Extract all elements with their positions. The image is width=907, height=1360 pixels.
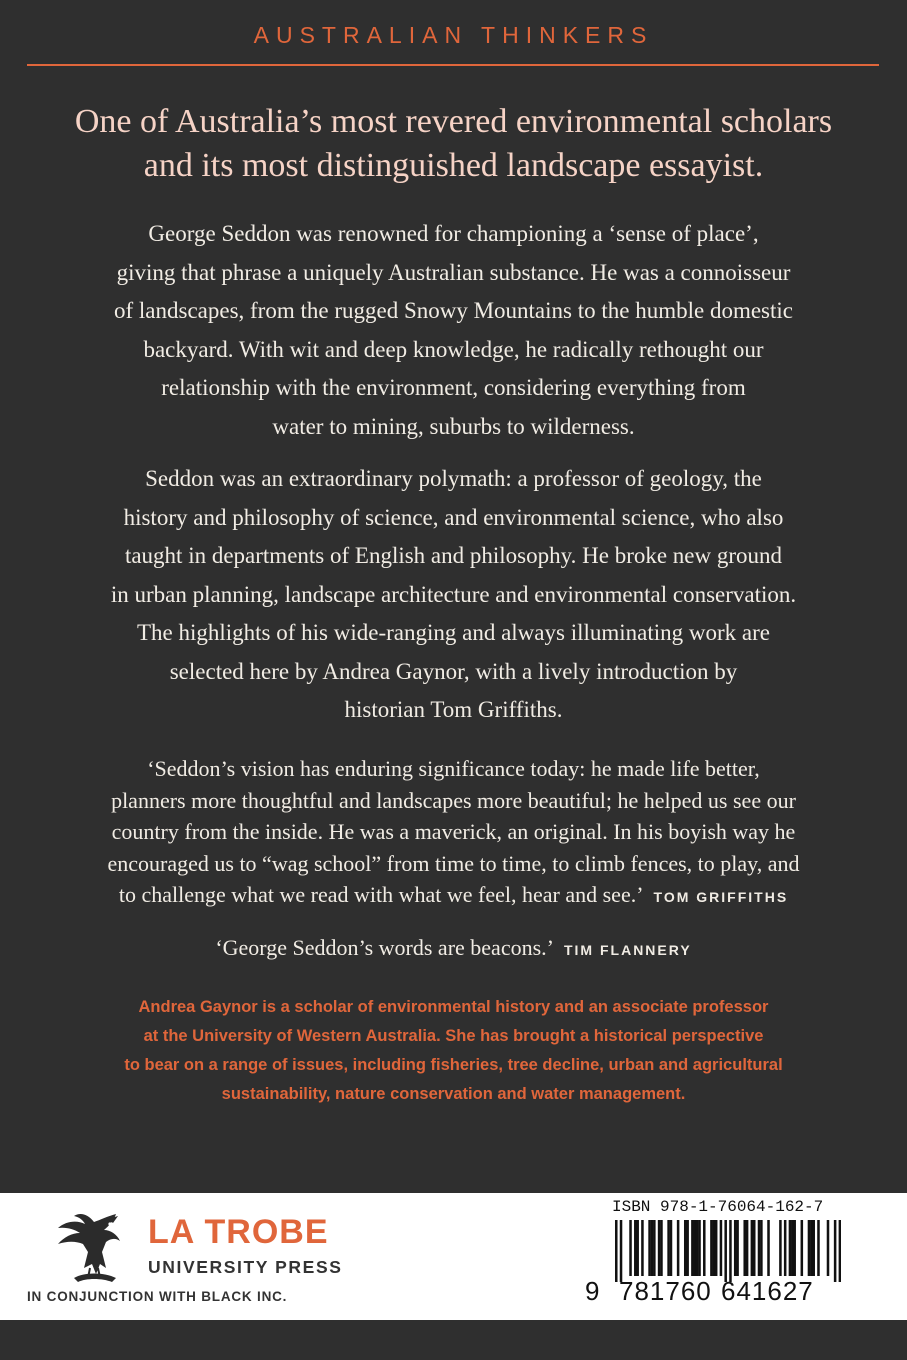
review-quote-1 bbox=[30, 753, 877, 914]
barcode-icon bbox=[615, 1220, 841, 1284]
blurb-paragraph-1 bbox=[30, 215, 877, 446]
isbn-label: ISBN 978-1-76064-162-7 bbox=[612, 1198, 824, 1216]
editor-bio bbox=[60, 993, 847, 1109]
barcode-digits bbox=[585, 1276, 845, 1306]
blurb-line: relationship with the environment, considering everything from bbox=[161, 375, 746, 400]
copublisher-note: IN CONJUNCTION WITH BLACK INC. bbox=[27, 1289, 288, 1304]
headline-line: and its most distinguished landscape essayist. bbox=[143, 147, 764, 184]
bio-line: at the University of Western Australia. She has brought a historical perspective bbox=[143, 1027, 764, 1045]
blurb-line: giving that phrase a uniquely Australian substance. He was a connoisseur bbox=[116, 259, 791, 285]
publisher-subname: UNIVERSITY PRESS bbox=[148, 1257, 343, 1277]
headline-line: One of Australia’s most revered environmental scholars bbox=[74, 103, 833, 140]
blurb-line: history and philosophy of science, and environmental science, who also bbox=[123, 504, 784, 530]
quote-line-with-attribution bbox=[30, 932, 877, 967]
series-divider bbox=[27, 64, 879, 66]
blurb-line: selected here by Andrea Gaynor, with a lively introduction by bbox=[169, 658, 738, 684]
quote-line: country from the inside. He was a maverick, an original. In his boyish way he bbox=[111, 819, 796, 844]
barcode-lead-digit: 9 bbox=[585, 1276, 600, 1306]
headline bbox=[40, 100, 867, 188]
series-title: AUSTRALIAN THINKERS bbox=[253, 22, 654, 48]
quote-line: ‘George Seddon’s words are beacons.’ bbox=[215, 935, 554, 960]
blurb-line: backyard. With wit and deep knowledge, he radically rethought our bbox=[143, 336, 764, 362]
quote-attribution: TIM FLANNERY bbox=[563, 942, 692, 958]
bio-line: to bear on a range of issues, including fisheries, tree decline, urban and agricultural bbox=[124, 1056, 783, 1074]
blurb-line: water to mining, suburbs to wilderness. bbox=[272, 413, 635, 439]
blurb-line: George Seddon was renowned for championing a ‘sense of place’, bbox=[148, 221, 759, 246]
blurb-line: The highlights of his wide-ranging and always illuminating work are bbox=[136, 620, 770, 645]
blurb-paragraph-2 bbox=[30, 460, 877, 730]
quote-line: to challenge what we read with what we feel, hear and see.’ bbox=[118, 882, 644, 907]
quote-line: ‘Seddon’s vision has enduring significance today: he made life better, bbox=[147, 756, 760, 781]
review-quote-2 bbox=[30, 932, 877, 967]
blurb-line: historian Tom Griffiths. bbox=[344, 697, 563, 722]
isbn-barcode bbox=[585, 1198, 845, 1310]
publisher-name: LA TROBE bbox=[148, 1213, 329, 1251]
blurb-line: of landscapes, from the rugged Snowy Mountains to the humble domestic bbox=[113, 298, 794, 323]
quote-attribution: TOM GRIFFITHS bbox=[653, 889, 789, 905]
quote-line: encouraged us to “wag school” from time to time, to climb fences, to play, and bbox=[107, 850, 800, 876]
bio-line: Andrea Gaynor is a scholar of environmental history and an associate professor bbox=[138, 998, 769, 1016]
blurb-line: in urban planning, landscape architecture and environmental conservation. bbox=[110, 581, 797, 607]
eagle-icon bbox=[50, 1208, 138, 1288]
blurb-line: Seddon was an extraordinary polymath: a professor of geology, the bbox=[145, 466, 762, 491]
blurb-line: taught in departments of English and philosophy. He broke new ground bbox=[124, 543, 783, 568]
barcode-left-digits: 781760 bbox=[619, 1276, 712, 1306]
bio-line: sustainability, nature conservation and water management. bbox=[221, 1085, 686, 1103]
barcode-right-digits: 641627 bbox=[721, 1276, 814, 1306]
quote-line: planners more thoughtful and landscapes more beautiful; he helped us see our bbox=[111, 787, 796, 813]
quote-line-with-attribution bbox=[30, 879, 877, 914]
